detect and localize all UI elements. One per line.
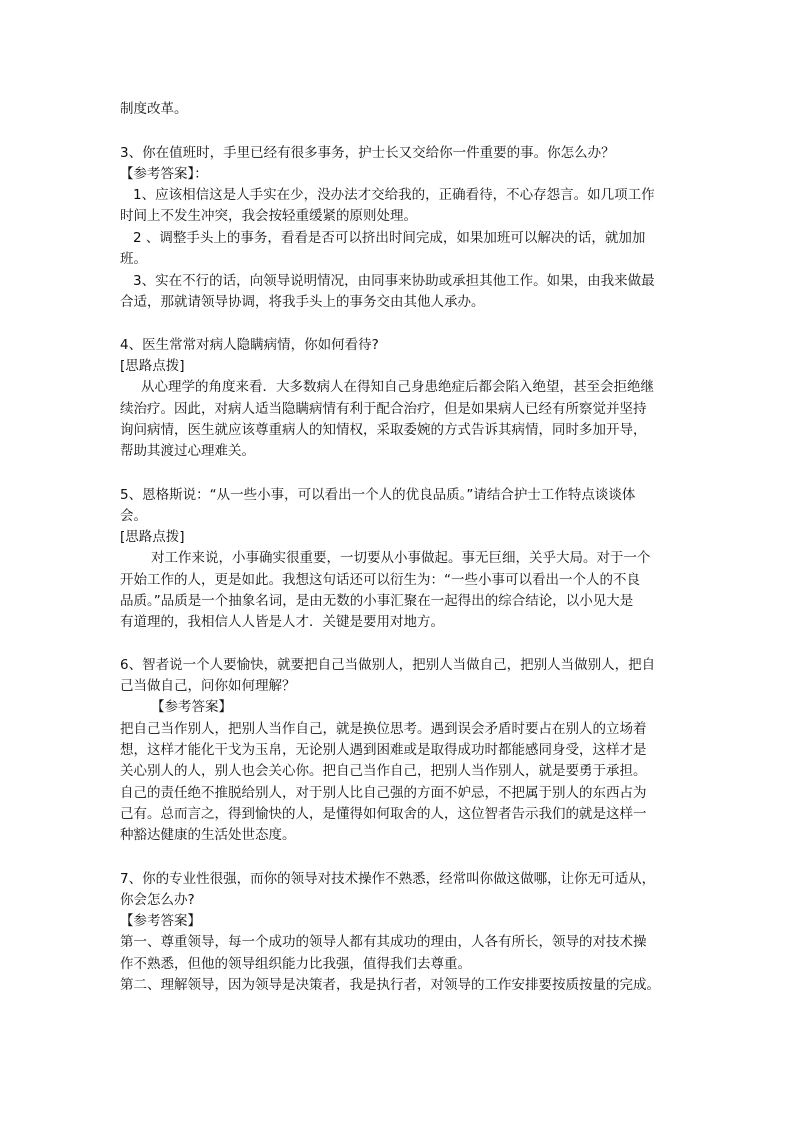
- text-line: 1、应该相信这是人手实在少，没办法才交给我的，正确看待，不心存怨言。如几项工作: [133, 187, 655, 203]
- text-line: 你会怎么办?: [120, 892, 195, 908]
- hint-label: [思路点拨]: [120, 529, 185, 545]
- answer-label: 【参考答案】：: [120, 166, 208, 182]
- text-line: 2 、调整手头上的事务，看看是否可以挤出时间完成，如果加班可以解决的话，就加加: [133, 230, 646, 246]
- text-line: 自己的责任绝不推脱给别人，对于别人比自己强的方面不妒忌，不把属于别人的东西占为: [120, 785, 647, 801]
- text-line: 帮助其渡过心理难关。: [120, 443, 255, 459]
- text-line: 从心理学的角度来看．大多数病人在得知自己身患绝症后都会陷入绝望，甚至会拒绝继: [141, 379, 654, 395]
- text-line: 种豁达健康的生活处世态度。: [120, 827, 296, 843]
- question-6: 6、智者说一个人要愉快，就要把自己当做别人，把别人当做自己，把别人当做别人，把自: [120, 657, 656, 673]
- text-line: 时间上不发生冲突，我会按轻重缓紧的原则处理。: [120, 208, 417, 224]
- question-4: 4、医生常常对病人隐瞒病情，你如何看待?: [120, 337, 379, 353]
- text-line: 关心别人的人，别人也会关心你。把自己当作自己，把别人当作别人，就是要勇于承担。: [120, 763, 647, 779]
- question-5: 5、恩格斯说：“从一些小事，可以看出一个人的优良品质。”请结合护士工作特点谈谈体: [120, 487, 636, 503]
- answer-label: 【参考答案】: [120, 913, 201, 929]
- text-line: 对工作来说，小事确实很重要，一切要从小事做起。事无巨细，关乎大局。对于一个: [151, 550, 651, 566]
- text-line: 询问病情，医生就应该尊重病人的知情权，采取委婉的方式告诉其病情，同时多加开导，: [120, 422, 647, 438]
- text-line: 第一、尊重领导，每一个成功的领导人都有其成功的理由，人各有所长，领导的对技术操: [120, 934, 647, 950]
- text-line: 作不熟悉，但他的领导组织能力比我强，值得我们去尊重。: [120, 956, 471, 972]
- text-line: 班。: [120, 251, 147, 267]
- text-line: 第二、理解领导，因为领导是决策者，我是执行者，对领导的工作安排要按质按量的完成。: [120, 977, 660, 993]
- text-line: 合适，那就请领导协调，将我手头上的事务交由其他人承办。: [120, 294, 485, 310]
- text-line: 会。: [120, 508, 147, 524]
- text-line: 开始工作的人，更是如此。我想这句话还可以衍生为：“一些小事可以看出一个人的不良: [120, 572, 640, 588]
- text-line: 有道理的，我相信人人皆是人才．关键是要用对地方。: [120, 614, 444, 630]
- question-7: 7、你的专业性很强，而你的领导对技术操作不熟悉，经常叫你做这做哪，让你无可适从，: [120, 871, 656, 887]
- answer-label: 【参考答案】: [151, 699, 232, 715]
- text-line: 品质。”品质是一个抽象名词，是由无数的小事汇聚在一起得出的综合结论，以小见大是: [120, 593, 634, 609]
- text-line: 续治疗。因此，对病人适当隐瞒病情有利于配合治疗，但是如果病人已经有所察觉并坚持: [120, 401, 647, 417]
- text-line: 己当做自己，问你如何理解？: [120, 678, 296, 694]
- text-line: 己有。总而言之，得到愉快的人，是懂得如何取舍的人，这位智者告示我们的就是这样一: [120, 806, 647, 822]
- text-line: 制度改革。: [120, 101, 188, 117]
- text-line: 想，这样才能化干戈为玉帛，无论别人遇到困难或是取得成功时都能感同身受，这样才是: [120, 742, 647, 758]
- text-line: 把自己当作别人，把别人当作自己，就是换位思考。遇到误会矛盾时要占在别人的立场着: [120, 721, 647, 737]
- question-3: 3、你在值班时，手里已经有很多事务，护士长又交给你一件重要的事。你怎么办？: [120, 145, 615, 161]
- text-line: 3、实在不行的话，向领导说明情况，由同事来协助或承担其他工作。如果，由我来做最: [133, 273, 655, 289]
- hint-label: [思路点拨]: [120, 358, 185, 374]
